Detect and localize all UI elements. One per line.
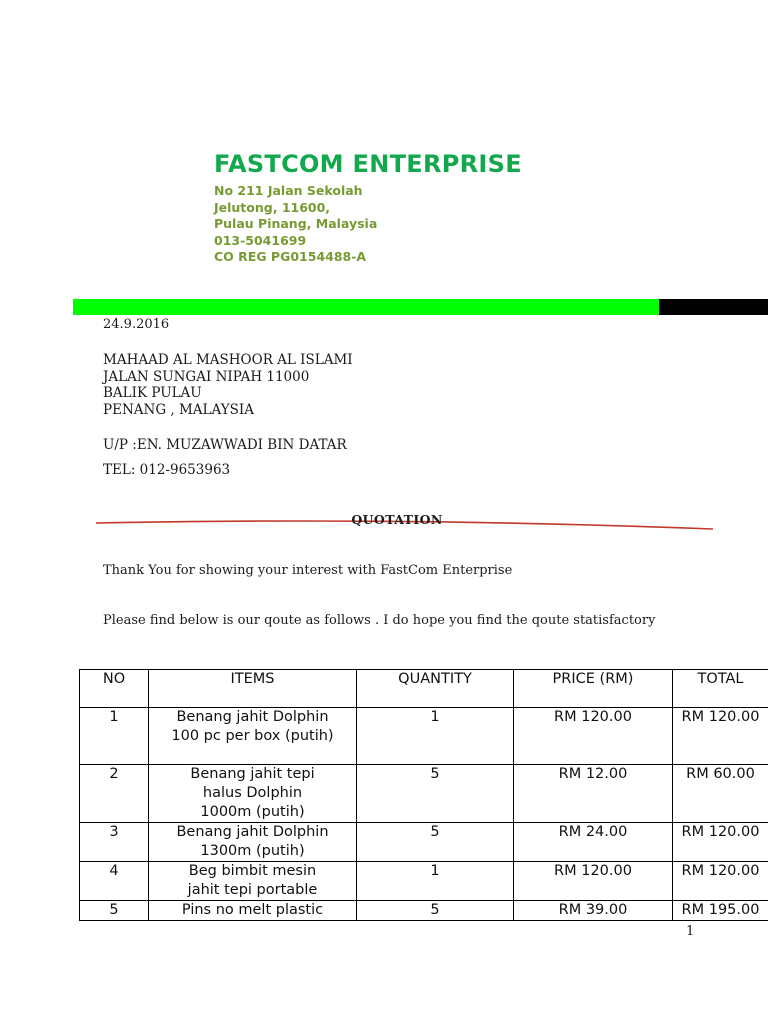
table-row [80,708,768,765]
row-price: RM 12.00 [514,765,673,823]
row-quantity: 5 [357,823,514,862]
row-price: RM 120.00 [514,708,673,765]
row-price: RM 39.00 [514,901,673,921]
row-no: 4 [80,862,149,901]
row-total: RM 120.00 [673,708,768,765]
row-quantity: 5 [357,901,514,921]
table-row [80,823,768,862]
recipient-street: JALAN SUNGAI NIPAH 11000 [103,368,310,385]
row-item-text: Beg bimbit mesin jahit tepi portable [187,863,318,898]
header-divider-black [659,299,768,315]
company-name: FASTCOM ENTERPRISE [214,150,522,178]
recipient-tel: TEL: 012-9653963 [103,462,231,478]
row-no: 3 [80,823,149,862]
header-price: PRICE (RM) [514,670,673,708]
letter-date: 24.9.2016 [103,317,170,332]
intro-paragraph: Thank You for showing your interest with FastCom Enterprise [103,563,513,578]
header-divider-green [73,299,659,315]
row-total: RM 60.00 [673,765,768,823]
row-total: RM 120.00 [673,862,768,901]
recipient-state: PENANG , MALAYSIA [103,401,254,418]
company-registration: CO REG PG0154488-A [214,249,367,264]
row-item-text: Benang jahit Dolphin 100 pc per box (putih) [171,709,334,744]
row-no: 2 [80,765,149,823]
row-item [149,823,357,862]
table-header-row [80,670,768,708]
row-price: RM 120.00 [514,862,673,901]
row-item [149,901,357,921]
recipient-town: BALIK PULAU [103,385,202,401]
document-title: QUOTATION [351,512,443,527]
table-row [80,862,768,901]
header-items: ITEMS [149,670,357,708]
table-row [80,901,768,921]
header-quantity: QUANTITY [357,670,514,708]
recipient-address [103,352,353,418]
company-phone: 013-5041699 [214,232,307,248]
row-item [149,708,357,765]
row-item [149,765,357,823]
company-address-city: Jelutong, 11600, [214,199,331,215]
row-quantity: 5 [357,765,514,823]
row-item-text: Benang jahit Dolphin 1300m (putih) [176,824,329,859]
quotation-table [79,669,768,921]
row-quantity: 1 [357,708,514,765]
table-row [80,765,768,823]
row-total: RM 195.00 [673,901,768,921]
header-no: NO [80,670,149,708]
header-total: TOTAL [673,670,768,708]
row-quantity: 1 [357,862,514,901]
company-address-street: No 211 Jalan Sekolah [214,183,363,198]
company-address-state: Pulau Pinang, Malaysia [214,216,378,231]
row-item-text: Pins no melt plastic [181,902,324,918]
row-total: RM 120.00 [673,823,768,862]
row-item [149,862,357,901]
recipient-name: MAHAAD AL MASHOOR AL ISLAMI [103,352,353,368]
recipient-attention: U/P :EN. MUZAWWADI BIN DATAR [103,437,347,453]
page-number: 1 [686,924,695,939]
row-item-text: Benang jahit tepi halus Dolphin 1000m (putih) [190,766,315,820]
company-address [214,183,377,266]
row-no: 5 [80,901,149,921]
row-price: RM 24.00 [514,823,673,862]
note-paragraph: Please find below is our qoute as follows . I do hope you find the qoute statisfactory [103,613,656,628]
row-no: 1 [80,708,149,765]
